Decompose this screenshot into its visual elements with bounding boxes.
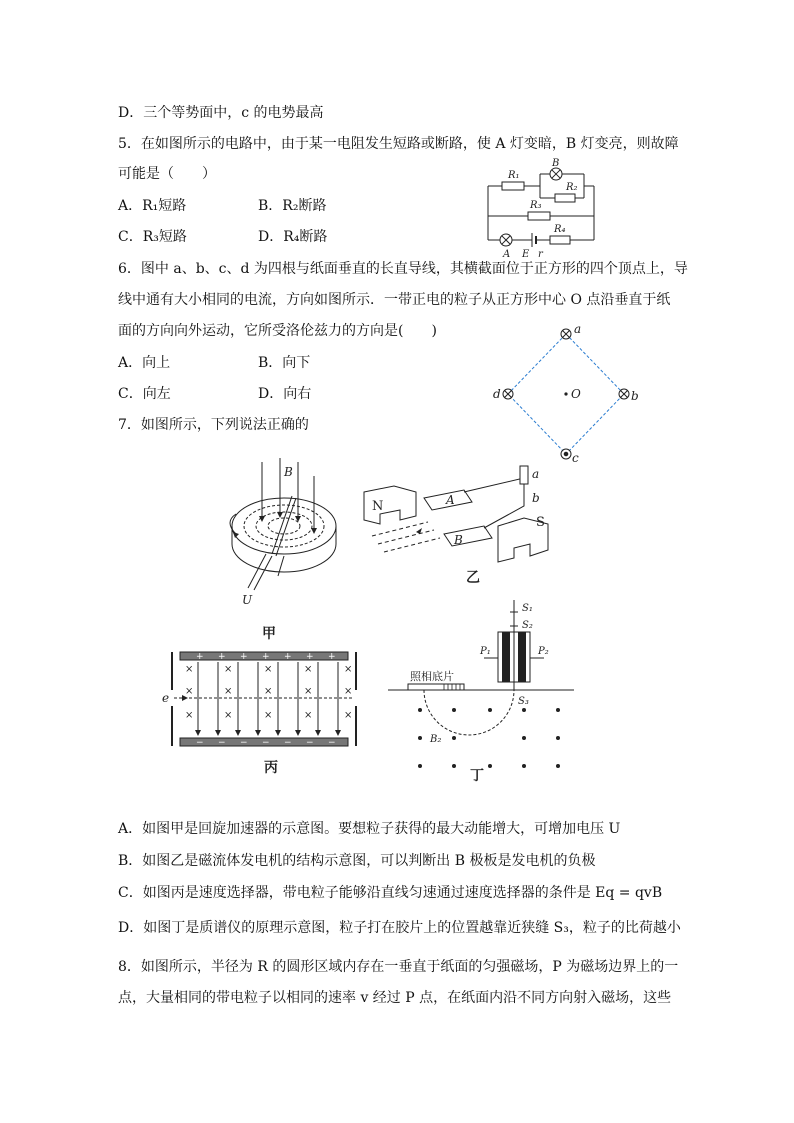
- label-c: c: [572, 451, 579, 465]
- question-8-stem-2: 点，大量相同的带电粒子以相同的速率 v 经过 P 点，在纸面内沿不同方向射入磁场，这些: [118, 990, 672, 1006]
- label-r1: R₁: [508, 170, 520, 181]
- q7-option-d: D．如图丁是质谱仪的原理示意图，粒子打在胶片上的位置越靠近狭缝 S₃，粒子的比荷越小: [118, 920, 681, 936]
- label-terminal-a: a: [532, 467, 540, 481]
- svg-text:×: ×: [304, 664, 313, 675]
- cyclotron-diagram: [214, 456, 354, 642]
- svg-text:×: ×: [344, 710, 353, 721]
- svg-text:−: −: [328, 738, 336, 748]
- label-b2: B₂: [430, 734, 442, 745]
- figure-label-ding: 丁: [470, 768, 484, 782]
- question-6-stem-3: 面的方向向外运动，它所受洛伦兹力的方向是( ): [118, 323, 437, 339]
- svg-text:×: ×: [304, 710, 313, 721]
- svg-text:+: +: [240, 652, 248, 662]
- q6-option-a: A．向上: [118, 355, 171, 371]
- center-point-o: [564, 392, 567, 395]
- label-b: b: [631, 389, 639, 403]
- q5-option-b: B．R₂断路: [258, 198, 327, 214]
- svg-text:×: ×: [264, 664, 273, 675]
- svg-text:+: +: [218, 652, 226, 662]
- label-resistance-r: r: [538, 249, 543, 260]
- q6-option-d: D．向右: [258, 386, 312, 402]
- label-r2: R₂: [566, 182, 578, 193]
- svg-text:×: ×: [224, 664, 233, 675]
- wire-b-into-page-icon: [619, 389, 629, 399]
- svg-text:×: ×: [224, 686, 233, 697]
- svg-text:×: ×: [185, 710, 194, 721]
- circuit-diagram: [480, 156, 680, 260]
- svg-text:×: ×: [344, 664, 353, 675]
- label-voltage-u: U: [242, 593, 253, 607]
- q7-option-c: C．如图丙是速度选择器，带电粒子能够沿直线匀速通过速度选择器的条件是 Eq = qvB: [118, 885, 663, 901]
- q6-option-c: C．向左: [118, 386, 171, 402]
- svg-text:−: −: [284, 738, 292, 748]
- svg-text:−: −: [240, 738, 248, 748]
- svg-text:×: ×: [264, 686, 273, 697]
- svg-text:+: +: [284, 652, 292, 662]
- question-5-stem: 5．在如图所示的电路中，由于某一电阻发生短路或断路，使 A 灯变暗，B 灯变亮，则故障: [118, 136, 679, 152]
- label-photo-film: 照相底片: [410, 670, 454, 683]
- q5-option-c: C．R₃短路: [118, 229, 187, 245]
- label-terminal-b: b: [532, 491, 540, 505]
- svg-text:−: −: [306, 738, 314, 748]
- label-s2: S₂: [522, 620, 533, 631]
- label-plate-b: B: [454, 533, 463, 547]
- label-s3: S₃: [518, 696, 529, 707]
- wire-a-into-page-icon: [561, 329, 571, 339]
- option-d-line: D．三个等势面中，c 的电势最高: [118, 105, 324, 121]
- label-b-field: B: [284, 465, 293, 479]
- svg-text:−: −: [196, 738, 204, 748]
- svg-text:×: ×: [224, 710, 233, 721]
- label-plate-a: A: [446, 493, 455, 507]
- svg-text:×: ×: [185, 686, 194, 697]
- question-8-stem: 8．如图所示，半径为 R 的圆形区域内存在一垂直于纸面的匀强磁场，P 为磁场边界上的一: [118, 959, 679, 975]
- figure-label-bing: 丙: [264, 760, 278, 776]
- label-r4: R₄: [554, 224, 566, 235]
- question-7-stem: 7．如图所示，下列说法正确的: [118, 417, 309, 433]
- label-p2: P₂: [538, 646, 549, 657]
- q6-option-b: B．向下: [258, 355, 311, 371]
- label-north-pole: N: [372, 499, 384, 514]
- svg-text:+: +: [306, 652, 314, 662]
- label-south-pole: S: [536, 515, 545, 530]
- q5-option-d: D．R₄断路: [258, 229, 328, 245]
- q7-option-b: B．如图乙是磁流体发电机的结构示意图，可以判断出 B 极板是发电机的负极: [118, 853, 596, 869]
- wire-c-out-of-page-icon: [561, 449, 571, 459]
- figure-label-jia: 甲: [262, 626, 276, 642]
- wire-square-diagram: [488, 320, 648, 470]
- q5-option-a: A．R₁短路: [118, 198, 187, 214]
- svg-text:+: +: [196, 652, 204, 662]
- label-a: a: [574, 322, 582, 336]
- label-s1: S₁: [522, 603, 533, 614]
- svg-text:×: ×: [344, 686, 353, 697]
- svg-text:−: −: [218, 738, 226, 748]
- svg-text:−: −: [262, 738, 270, 748]
- mass-spectrometer-diagram: [384, 596, 584, 782]
- svg-text:×: ×: [185, 664, 194, 675]
- svg-text:×: ×: [304, 686, 313, 697]
- label-lamp-b: B: [552, 158, 560, 169]
- label-r3: R₃: [530, 200, 542, 211]
- label-o: O: [571, 387, 581, 401]
- label-emf-e: E: [522, 249, 530, 260]
- label-d: d: [493, 387, 501, 401]
- svg-text:×: ×: [264, 710, 273, 721]
- label-electron-e: e: [162, 691, 170, 705]
- mhd-generator-diagram: [360, 462, 600, 584]
- q7-option-a: A．如图甲是回旋加速器的示意图。要想粒子获得的最大动能增大，可增加电压 U: [118, 821, 621, 837]
- question-6-stem-2: 线中通有大小相同的电流，方向如图所示．一带正电的粒子从正方形中心 O 点沿垂直于纸: [118, 292, 671, 308]
- svg-text:+: +: [328, 652, 336, 662]
- label-p1: P₁: [480, 646, 491, 657]
- velocity-selector-diagram: [160, 646, 380, 776]
- svg-text:+: +: [262, 652, 270, 662]
- question-5-stem-cont: 可能是（ ）: [118, 166, 216, 182]
- figure-label-yi: 乙: [466, 570, 480, 584]
- wire-d-into-page-icon: [503, 389, 513, 399]
- label-lamp-a: A: [503, 249, 511, 260]
- question-6-stem: 6．图中 a、b、c、d 为四根与纸面垂直的长直导线，其横截面位于正方形的四个顶点上，导: [118, 261, 688, 277]
